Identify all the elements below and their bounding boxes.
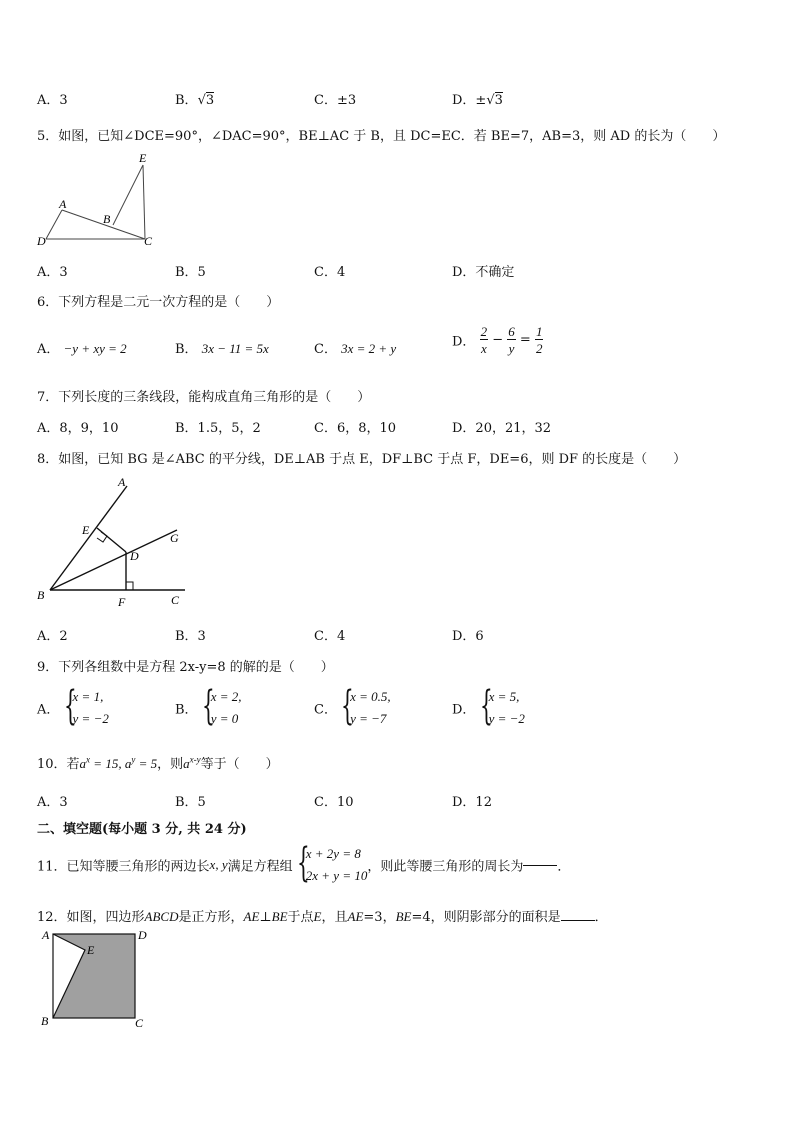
q6-frac2-num: 6 [508,324,515,339]
q10-sup2: y [131,754,136,765]
q9-option-c-prefix: C． [314,702,337,718]
q8-label-f: F [118,595,126,609]
q11-line2: 2x + y = 10 [305,868,368,883]
q6-fraction-2 [507,325,516,355]
q4-option-b [175,89,214,108]
q6-frac1-num: 2 [480,324,488,339]
q10-option-b: B．5 [175,795,206,810]
q9-d-line1: x = 5, [488,689,520,704]
q10-expr3: = 5 [135,756,158,771]
q12-ae: AE [243,909,260,924]
q4-option-d [452,89,503,108]
q10-option-a: A．3 [37,795,68,810]
q6-option-a-prefix: A． [37,342,60,357]
q8-label-b: B [37,588,45,602]
q10-sup3: x-y [189,754,201,765]
q8-label-a: A [118,475,126,489]
q4-option-d-prefix: D．± [452,93,487,108]
q6-frac3-den: 2 [535,341,543,356]
q4-option-b-prefix: B． [175,93,198,108]
q6-equals: = [519,332,531,348]
q6-frac1-den: x [480,341,487,356]
brace-icon: { [201,683,215,729]
q12-v2: =4，则阴影部分的面积是 [411,910,561,925]
q6-option-b [175,338,269,357]
q8-option-b: B．3 [175,629,206,644]
q12-text [37,906,608,925]
q10-expr2: = 15, a [90,756,132,771]
q10-text [37,753,279,772]
q9-c-line2: y = −7 [350,711,387,726]
brace-icon: { [479,683,493,729]
q8-option-a: A．2 [37,629,68,644]
q12-figure [35,925,155,1035]
q9-option-c [314,683,391,730]
q5-option-c: C．4 [314,265,346,280]
q5-option-a: A．3 [37,265,68,280]
q11-end: ． [557,859,571,875]
q9-c-line1: x = 0.5, [350,689,391,704]
brace-icon: { [296,840,310,886]
q11-answer-blank[interactable] [523,864,557,866]
q5-option-b: B．5 [175,265,206,280]
q11-system [296,840,368,887]
q9-option-a-system [63,683,109,730]
q12-label-b: B [41,1014,49,1028]
q12-v1: =3， [363,910,396,925]
q10-suffix: 等于（ ） [200,757,279,772]
q6-option-a-expr: −y + xy = 2 [63,341,127,356]
q9-d-line2: y = −2 [488,711,525,726]
q9-a-line2: y = −2 [72,711,109,726]
q12-label-c: C [135,1016,144,1030]
section-title: 二、填空题(每小题 3 分, 共 24 分) [37,822,247,837]
q11-suffix: ，则此等腰三角形的周长为 [367,859,524,875]
q8-text: 8．如图，已知 BG 是∠ABC 的平分线，DE⊥AB 于点 E，DF⊥BC 于点 F，DE=6，则 DF 的长度是（ ） [37,452,687,467]
q12-answer-blank[interactable] [561,919,595,921]
q5-text: 5．如图，已知∠DCE=90°，∠DAC=90°，BE⊥AC 于 B，且 DC=EC．若 BE=7，AB=3，则 AD 的长为（ ） [37,129,726,144]
sqrt-symbol: √ [486,93,495,108]
q12-text-a: 12．如图，四边形 [37,910,145,925]
q8-label-g: G [170,531,179,545]
q7-option-b: B．1.5，5，2 [175,421,261,436]
q5-label-c: C [144,234,153,248]
q11-text [37,840,571,887]
q11-vars: x, y [209,857,228,872]
q12-label-e: E [87,943,95,957]
q11-mid: 满足方程组 [227,859,293,875]
q6-fraction-3 [535,325,544,355]
q5-label-d: D [37,234,46,248]
q6-text: 6．下列方程是二元一次方程的是（ ） [37,295,280,310]
q9-text: 9．下列各组数中是方程 2x-y=8 的解的是（ ） [37,660,334,675]
q6-option-b-expr: 3x − 11 = 5x [201,341,269,356]
q9-option-b-prefix: B． [175,702,198,718]
q12-end: ． [594,910,608,925]
q8-label-c: C [171,593,180,607]
q12-ae2: AE [347,909,364,924]
q9-option-c-system [341,683,391,730]
q6-fraction-1 [480,325,489,355]
q12-be: BE [271,909,288,924]
q6-minus: − [492,332,504,348]
q12-be2: BE [395,909,412,924]
q6-option-c-prefix: C． [314,342,337,357]
q12-e: E [313,909,322,924]
q6-option-d [452,325,543,355]
q5-figure [30,150,170,250]
q9-b-line2: y = 0 [210,711,239,726]
q12-text-c: 于点 [287,910,314,925]
brace-icon: { [341,683,354,729]
q6-option-b-prefix: B． [175,342,198,357]
q10-expr4: a [183,756,190,771]
q4-option-b-radicand: 3 [205,93,215,108]
q8-option-d: D．6 [452,629,484,644]
q6-option-c-expr: 3x = 2 + y [341,341,397,356]
q7-text: 7．下列长度的三条线段，能构成直角三角形的是（ ） [37,390,371,405]
q9-option-a-prefix: A． [37,702,60,718]
q6-option-c [314,338,396,357]
q5-label-b: B [103,212,111,226]
q11-line1: x + 2y = 8 [305,846,361,861]
q6-option-a [37,338,127,357]
q5-label-a: A [59,197,67,211]
q4-option-d-radicand: 3 [494,93,503,108]
q9-option-b-system [201,683,242,730]
q8-option-c: C．4 [314,629,346,644]
q9-option-d-system [479,683,525,730]
q11-prefix: 11．已知等腰三角形的两边长 [37,859,210,875]
q9-a-line1: x = 1, [72,689,104,704]
q8-label-d: D [130,549,139,563]
q9-option-b [175,683,242,730]
q12-label-d: D [138,928,147,942]
q8-label-e: E [82,523,90,537]
q10-sup1: x [86,754,91,765]
q5-option-d: D．不确定 [452,265,515,280]
q9-option-d [452,683,525,730]
q6-frac2-den: y [508,341,515,356]
q4-option-c: C．±3 [314,93,357,108]
q12-text-d: ，且 [321,910,348,925]
sqrt-symbol: √ [197,93,206,108]
brace-icon: { [63,683,77,729]
q10-prefix: 10．若 [37,757,80,772]
q9-option-d-prefix: D． [452,702,476,718]
q12-label-a: A [42,928,50,942]
q7-option-d: D．20，21，32 [452,421,552,436]
q5-label-e: E [139,151,147,165]
q7-option-a: A．8，9，10 [37,421,119,436]
q12-text-b: 是正方形， [178,910,244,925]
q9-option-a [37,683,109,730]
q12-perp: ⊥ [259,910,272,925]
q12-abcd: ABCD [144,909,179,924]
q10-option-c: C．10 [314,795,354,810]
q10-expr1: a [79,756,87,771]
q10-option-d: D．12 [452,795,492,810]
q6-option-d-prefix: D． [452,334,476,350]
q10-mid: ，则 [157,757,184,772]
q6-frac3-num: 1 [535,324,543,339]
q9-b-line1: x = 2, [210,689,242,704]
q8-figure [30,472,200,612]
q7-option-c: C．6，8，10 [314,421,397,436]
q4-option-a: A．3 [37,93,68,108]
